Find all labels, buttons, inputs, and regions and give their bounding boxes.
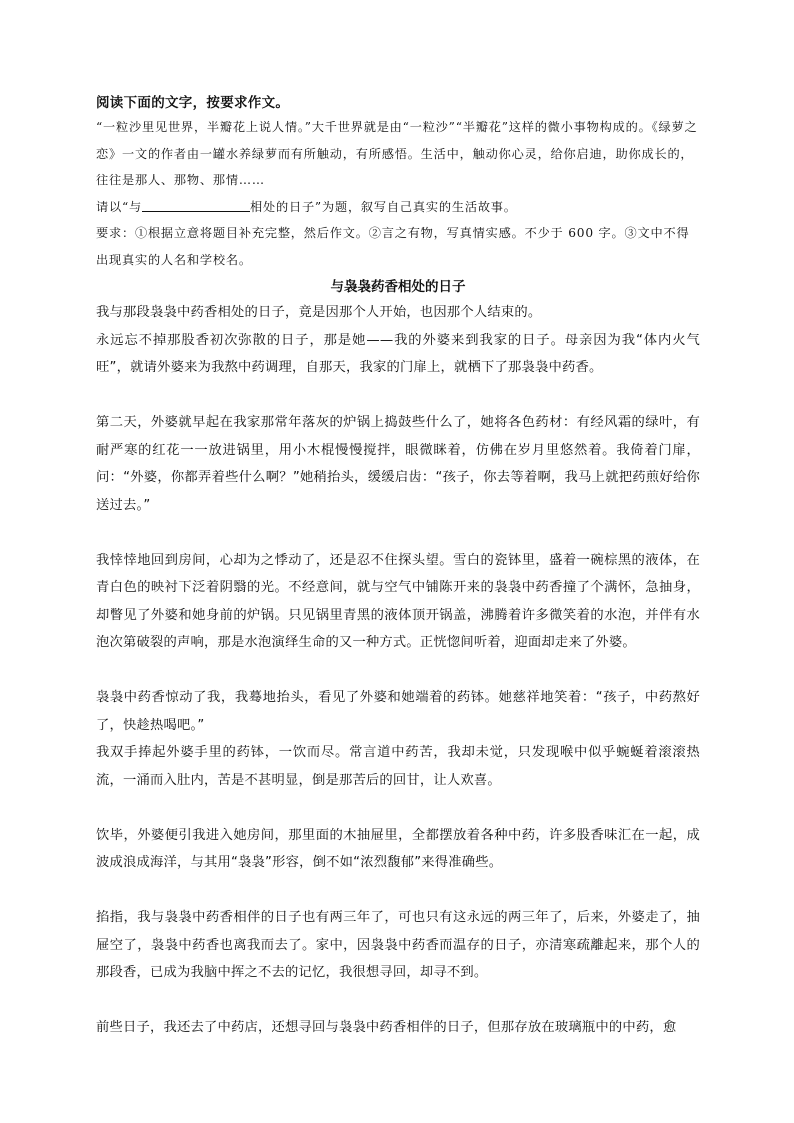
essay-title: 与袅袅药香相处的日子	[330, 279, 466, 295]
topic-suffix: 相处的日子”为题，叙写自己真实的生活故事。	[250, 199, 517, 214]
document-page	[96, 92, 700, 1042]
essay-paragraph-4: 我悻悻地回到房间，心却为之悸动了，还是忍不住探头望。雪白的瓷钵里，盛着一碗棕黑的液体，在青白色的映衬下泛着阴翳的光。不经意间，就与空气中铺陈开来的袅袅中药香撞了个满怀，急抽身，却瞥见了外婆和她身前的炉锅。只见锅里青黑的液体顶开锅盖，沸腾着许多微笑着的水泡，并伴有水泡次第破裂的声响，那是水泡演绎生命的又一种方式。正恍惚间听着，迎面却走来了外婆。	[96, 552, 700, 650]
topic-prefix: 请以“与	[96, 199, 142, 214]
essay-paragraph-7: 饮毕，外婆便引我进入她房间，那里面的木抽屉里，全都摆放着各种中药，许多股香味汇在一起，成波成浪成海洋，与其用“袅袅”形容，倒不如“浓烈馥郁”来得准确些。	[96, 827, 700, 870]
essay-paragraph-9: 前些日子，我还去了中药店，还想寻回与袅袅中药香相伴的日子，但那存放在玻璃瓶中的中药，愈	[96, 1020, 677, 1035]
prompt-quote-paragraph: “一粒沙里见世界，半瓣花上说人情。”大千世界就是由“一粒沙”“半瓣花”这样的微小事物构成的。《绿萝之恋》一文的作者由一罐水养绿萝而有所触动，有所感悟。生活中，触动你心灵，给你启迪，助你成长的，往往是那人、那物、那情……	[96, 120, 698, 187]
essay-paragraph-1: 我与那段袅袅中药香相处的日子，竟是因那个人开始，也因那个人结束的。	[96, 305, 542, 320]
essay-paragraph-3: 第二天，外婆就早起在我家那常年落灰的炉锅上捣鼓些什么了，她将各色药材：有经风霜的绿叶，有耐严寒的红花一一放进锅里，用小木棍慢慢搅拌，眼微眯着，仿佛在岁月里悠然着。我倚着门扉，问：“外婆，你都弄着些什么啊？”她稍抬头，缓缓启齿：“孩子，你去等着啊，我马上就把药煎好给你送过去。”	[96, 415, 700, 513]
essay-paragraph-6: 我双手捧起外婆手里的药钵，一饮而尽。常言道中药苦，我却未觉，只发现喉中似乎蜿蜒着滚滚热流，一涌而入肚内，苦是不甚明显，倒是那苦后的回甘，让人欢喜。	[96, 745, 700, 788]
essay-paragraph-2: 永远忘不掉那股香初次弥散的日子，那是她——我的外婆来到我家的日子。母亲因为我“体内火气旺”，就请外婆来为我熬中药调理，自那天，我家的门扉上，就栖下了那袅袅中药香。	[96, 332, 700, 375]
prompt-topic-line	[96, 194, 700, 221]
essay-paragraph-8: 掐指，我与袅袅中药香相伴的日子也有两三年了，可也只有这永远的两三年了，后来，外婆走了，抽屉空了，袅袅中药香也离我而去了。家中，因袅袅中药香而温存的日子，亦清寒疏離起来，那个人的那段香，已成为我脑中挥之不去的记忆，我很想寻回，却寻不到。	[96, 910, 700, 980]
essay-paragraph-5: 袅袅中药香惊动了我，我蓦地抬头，看见了外婆和她端着的药钵。她慈祥地笑着：“孩子，中药熬好了，快趁热喝吧。”	[96, 690, 700, 733]
prompt-title: 阅读下面的文字，按要求作文。	[96, 95, 290, 111]
fill-in-blank	[142, 197, 250, 212]
prompt-requirements: 要求：①根据立意将题目补充完整，然后作文。②言之有物，写真情实感。不少于 600 字。③文中不得出现真实的人名和学校名。	[96, 226, 690, 267]
